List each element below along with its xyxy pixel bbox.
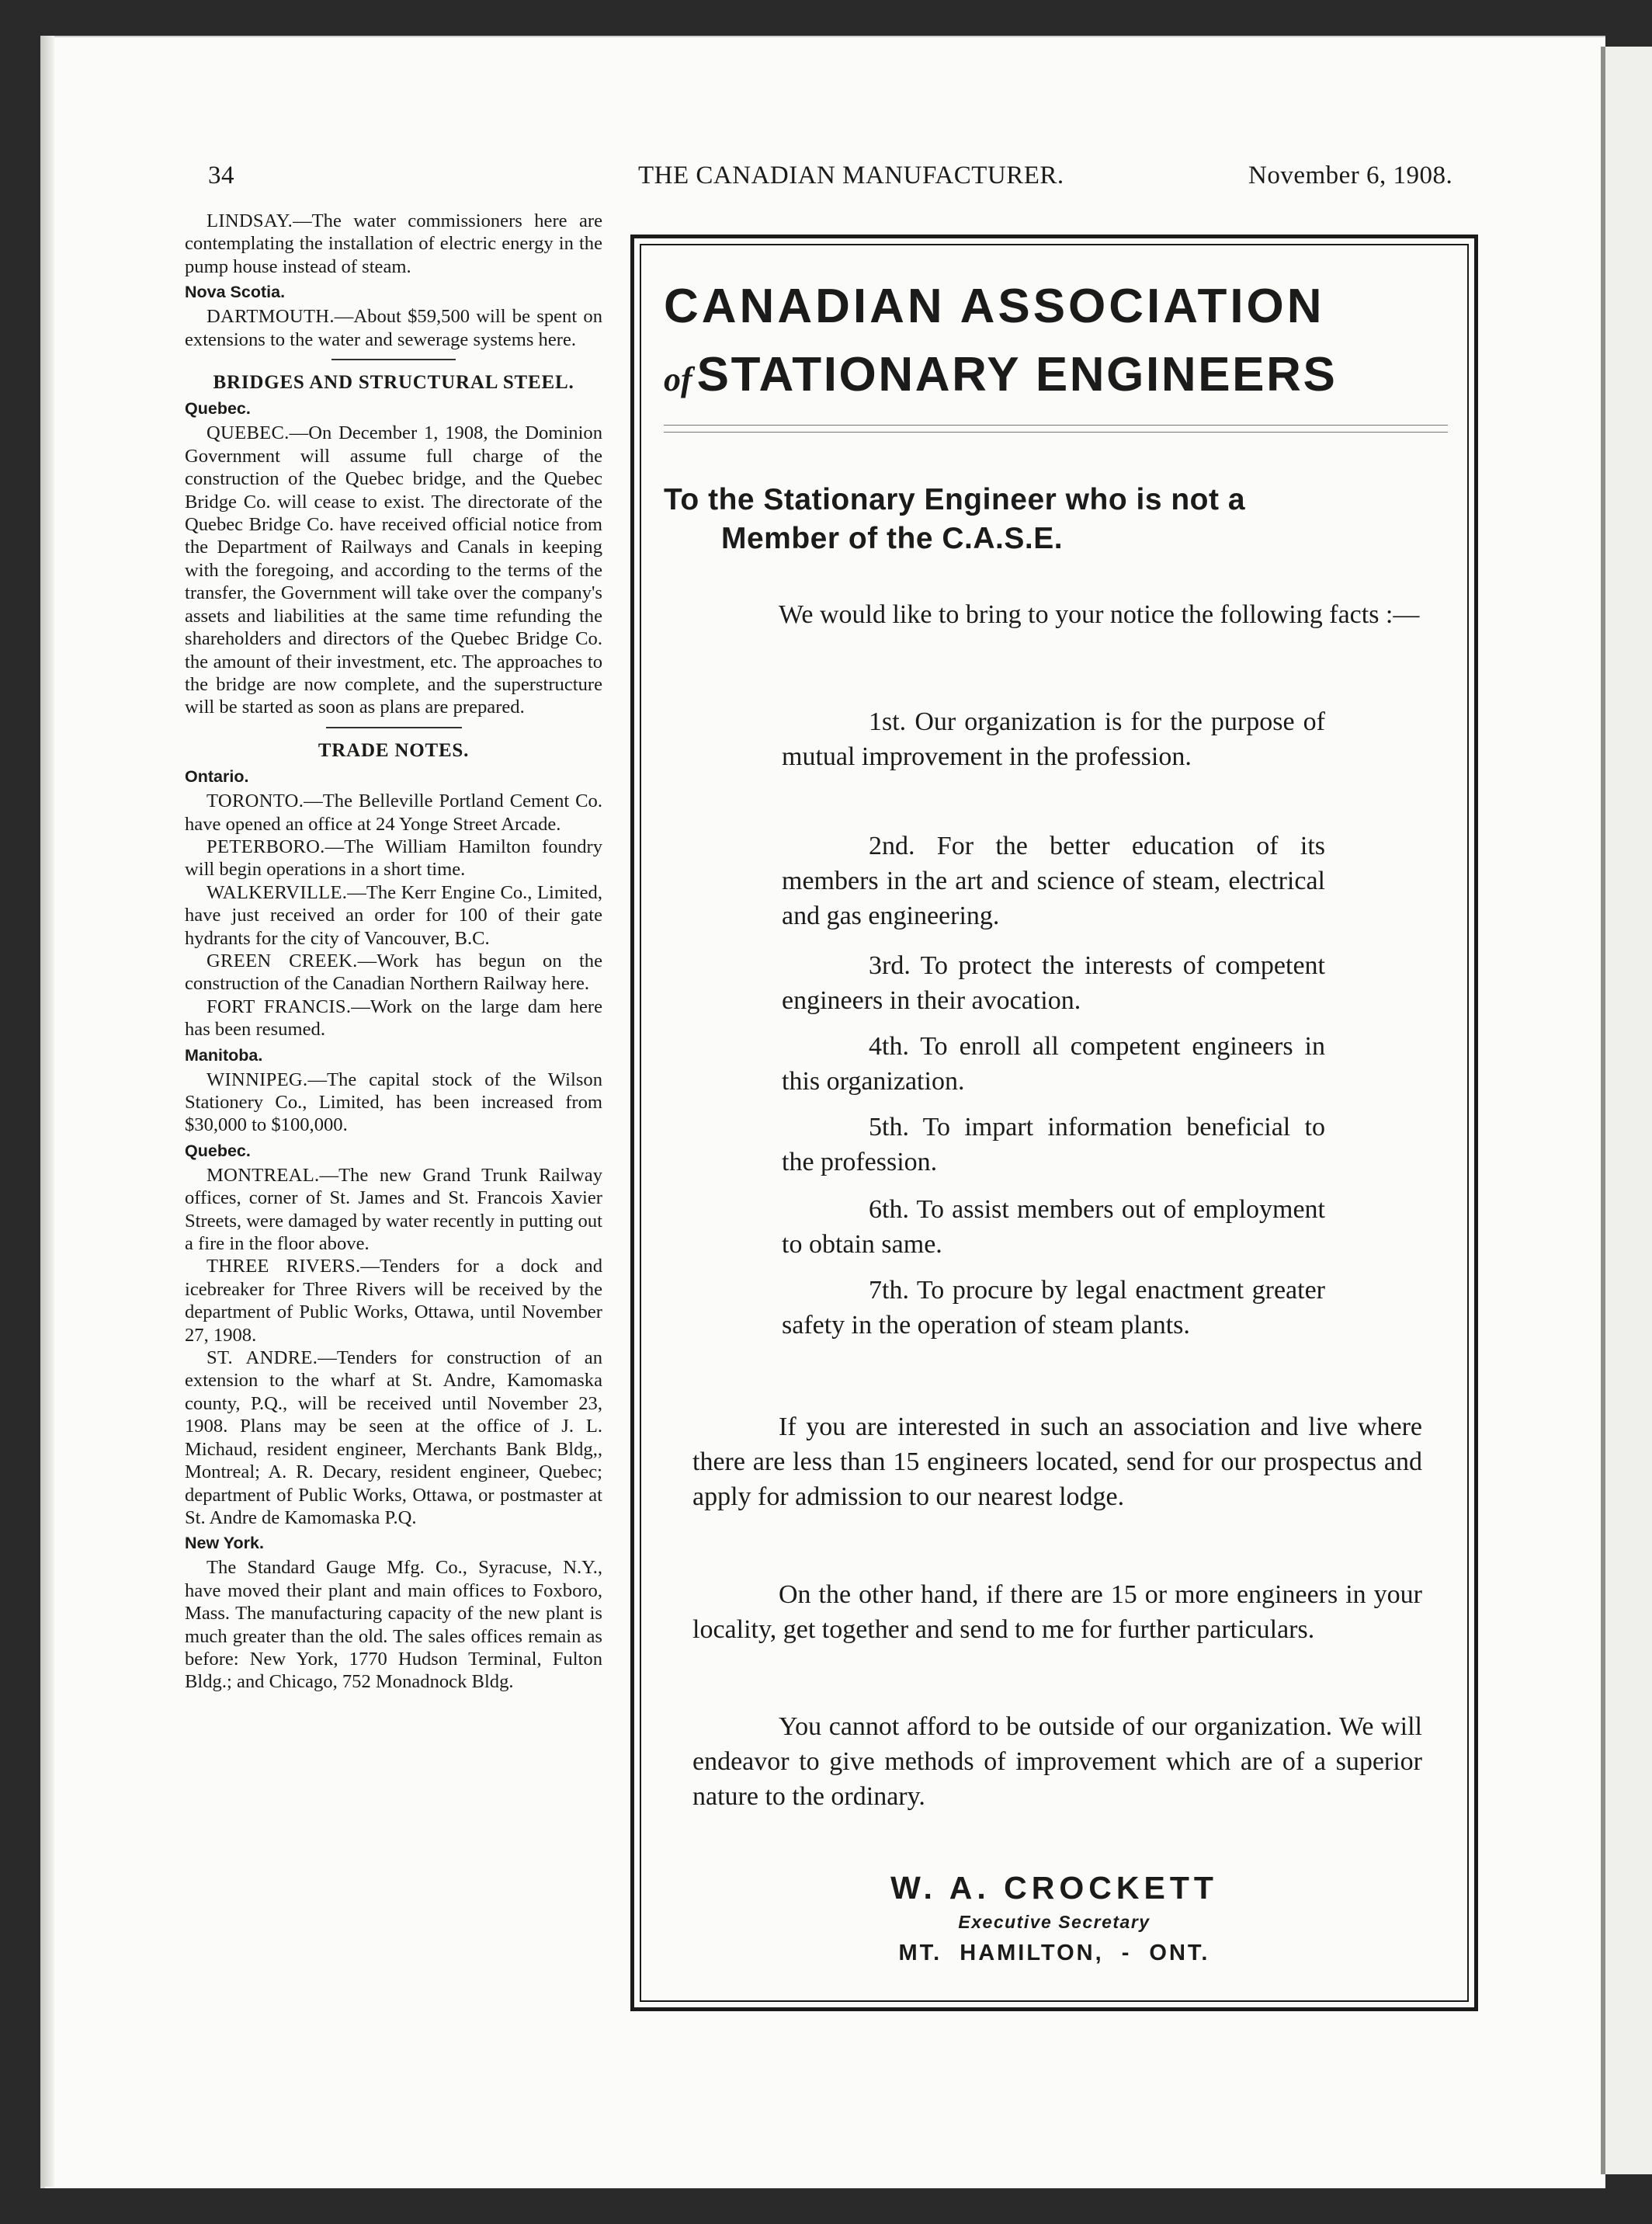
news-item: THREE RIVERS.—Tenders for a dock and icebreaker for Three Rivers will be received by the department of Public Works, Ottawa, until November 27, 1908. — [185, 1256, 603, 1346]
ad-heading: To the Stationary Engineer who is not a Member of the C.A.S.E. — [664, 483, 1246, 555]
news-item: MONTREAL.—The new Grand Trunk Railway offices, corner of St. James and St. Francois Xavier Streets, were damaged by water recently in putting out a fire in the floor above. — [185, 1164, 602, 1255]
section-divider — [331, 359, 456, 360]
facing-page-edge — [1601, 47, 1652, 2174]
news-item: DARTMOUTH.—About $59,500 will be spent on extensions to the water and sewerage systems here. — [185, 306, 602, 350]
region-heading: Manitoba. — [185, 1045, 263, 1065]
signature-address: MT. HAMILTON, - ONT. — [898, 1941, 1210, 1965]
ad-fact: 5th. To impart information beneficial to the profession. — [782, 1113, 1326, 1176]
ad-title-of: of — [664, 360, 692, 398]
issue-date: November 6, 1908. — [1248, 162, 1453, 189]
news-item: ST. ANDRE.—Tenders for construction of an extension to the wharf at St. Andre, Kamomaska county, P.Q., will be received until November 23, 1908. Plans may be seen at the office of J. L. Michaud, resident engineer, Merchants Bank Bldg,, Montreal; A. R. Decary, resident engineer, Quebec; department of Public Works, Ottawa, or postmaster at St. Andre de Kamomaska P.Q. — [185, 1347, 602, 1528]
ad-fact: 1st. Our organization is for the purpose of mutual improvement in the profession. — [782, 707, 1326, 771]
news-item: GREEN CREEK.—Work has begun on the construction of the Canadian Northern Railway here. — [185, 950, 602, 995]
signature-name: W. A. CROCKETT — [890, 1870, 1218, 1906]
ad-fact: 7th. To procure by legal enactment greater safety in the operation of steam plants. — [782, 1276, 1325, 1340]
ad-double-rule — [664, 425, 1448, 433]
region-heading: Nova Scotia. — [185, 283, 286, 302]
ad-title-line-1: CANADIAN ASSOCIATION — [664, 280, 1325, 333]
ad-signature-block — [634, 1868, 1474, 1970]
news-item: WINNIPEG.—The capital stock of the Wilson Stationery Co., Limited, has been increased from $30,000 to $100,000. — [185, 1069, 602, 1136]
ad-fact: 6th. To assist members out of employment to obtain same. — [782, 1195, 1325, 1259]
page-number: 34 — [208, 162, 234, 189]
region-heading: Ontario. — [185, 767, 249, 787]
news-item: WALKERVILLE.—The Kerr Engine Co., Limited, have just received an order for 100 of their gate hydrants for the city of Vancouver, B.C. — [185, 881, 602, 949]
news-item: The Standard Gauge Mfg. Co., Syracuse, N.Y., have moved their plant and main offices to Foxboro, Mass. The manufacturing capacity of the new plant is much greater than the old. The sales offices remain as before: New York, 1770 Hudson Terminal, Fulton Bldg.; and Chicago, 752 Monadnock Bldg. — [185, 1557, 602, 1693]
ad-fact: 2nd. For the better education of its members in the art and science of steam, electrical and gas engineering. — [782, 832, 1326, 930]
news-item: LINDSAY.—The water commissioners here are contemplating the installation of electric energy in the pump house instead of steam. — [185, 210, 602, 277]
ad-paragraph: You cannot afford to be outside of our organization. We will endeavor to give methods of improvement which are of a superior nature to the ordinary. — [692, 1712, 1422, 1811]
news-column — [185, 210, 602, 1694]
section-heading: BRIDGES AND STRUCTURAL STEEL. — [213, 372, 574, 394]
region-heading: New York. — [185, 1534, 264, 1553]
ad-fact: 4th. To enroll all competent engineers in this organization. — [782, 1032, 1325, 1096]
ad-title-text: STATIONARY ENGINEERS — [696, 348, 1338, 401]
ad-intro-paragraph: We would like to bring to your notice the following facts :— — [779, 600, 1420, 629]
running-title: THE CANADIAN MANUFACTURER. — [638, 162, 1064, 189]
page-gutter-shadow — [40, 36, 54, 2187]
ad-fact: 3rd. To protect the interests of competent engineers in their avocation. — [782, 951, 1325, 1015]
news-item: TORONTO.—The Belleville Portland Cement Co. have opened an office at 24 Yonge Street Arcade. — [185, 791, 602, 835]
signature-title: Executive Secretary — [958, 1912, 1150, 1932]
ad-title-line-2 — [664, 347, 1337, 402]
news-item: FORT FRANCIS.—Work on the large dam here has been resumed. — [185, 996, 603, 1041]
case-advertisement — [630, 235, 1478, 2011]
ad-paragraph: On the other hand, if there are 15 or more engineers in your locality, get together and send to me for further particulars. — [692, 1580, 1422, 1644]
news-item: PETERBORO.—The William Hamilton foundry will begin operations in a short time. — [185, 836, 602, 881]
region-heading: Quebec. — [185, 1141, 251, 1160]
region-heading: Quebec. — [185, 399, 251, 419]
news-item: QUEBEC.—On December 1, 1908, the Dominion Government will assume full charge of the construction of the Quebec bridge, and the Quebec Bridge Co. will cease to exist. The directorate of the Quebec Bridge Co. have received official notice from the Department of Railways and Canals in keeping with the foregoing, and according to the terms of the transfer, the Government will take over the company's assets and liabilities at the same time refunding the shareholders and directors of the Quebec Bridge Co. the amount of their investment, etc. The approaches to the bridge are now complete, and the superstructure will be started as soon as plans are prepared. — [185, 422, 602, 718]
section-heading: TRADE NOTES. — [318, 739, 470, 761]
section-divider — [326, 727, 462, 728]
ad-paragraph: If you are interested in such an association and live where there are less than 15 engineers located, send for our prospectus and apply for admission to our nearest lodge. — [692, 1413, 1422, 1511]
